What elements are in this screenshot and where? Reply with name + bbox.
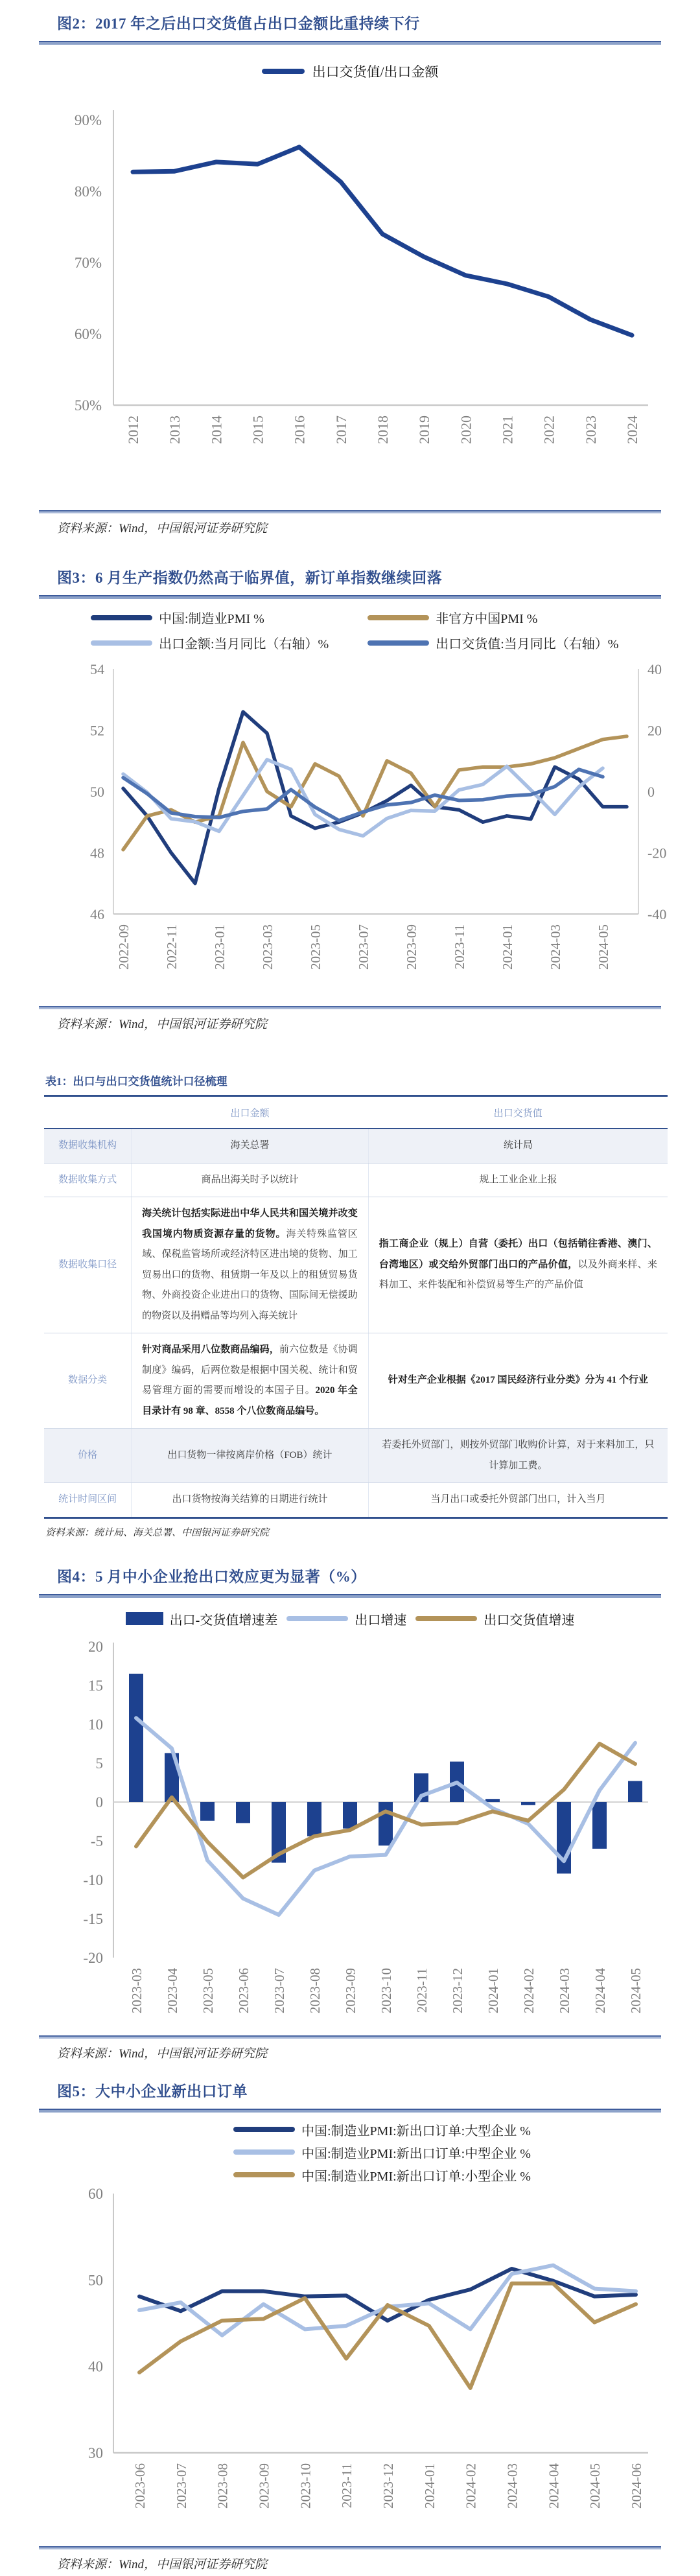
figure5-legend bbox=[39, 2113, 661, 2184]
bar bbox=[379, 1802, 393, 1845]
cell bbox=[368, 1197, 668, 1333]
axis-tick-label: 2023-12 bbox=[450, 1967, 465, 2013]
figure4-legend bbox=[39, 1598, 661, 1628]
legend-line-swatch bbox=[368, 640, 429, 646]
legend-item bbox=[91, 633, 329, 652]
figure5-source: 资料来源：Wind，中国银河证券研究院 bbox=[57, 2557, 268, 2571]
axis-tick-label: 2024-03 bbox=[504, 2463, 520, 2509]
cell bbox=[132, 1197, 369, 1333]
axis-tick-label: 40 bbox=[648, 661, 662, 677]
bar bbox=[485, 1799, 500, 1802]
figure5-chart bbox=[0, 2184, 700, 2540]
axis-tick-label: 2023-10 bbox=[298, 2463, 314, 2509]
legend-item bbox=[233, 2143, 661, 2162]
axis-tick-label: 2024-03 bbox=[548, 924, 563, 970]
cell-text-bold: 指工商企业（规上）自营（委托）出口（包括销往香港、澳门、台湾地区）或交给外贸部门出口的产品价值， bbox=[379, 1239, 657, 1270]
series-line bbox=[123, 760, 603, 836]
bar bbox=[236, 1802, 250, 1823]
row-label: 价格 bbox=[44, 1429, 132, 1483]
table-row bbox=[44, 1197, 668, 1333]
axis-tick-label: 70% bbox=[74, 255, 102, 271]
axis-tick-label: 2022-09 bbox=[116, 924, 132, 970]
chart-canvas bbox=[0, 81, 700, 504]
cell bbox=[132, 1333, 369, 1429]
axis-tick-label: 0 bbox=[95, 1794, 103, 1810]
axis-tick-label: 2024-03 bbox=[557, 1967, 572, 2013]
table-row bbox=[44, 1163, 668, 1197]
series-line bbox=[133, 147, 632, 335]
legend-item bbox=[368, 633, 618, 652]
figure4-section bbox=[0, 1545, 700, 2065]
axis-tick-label: -5 bbox=[90, 1832, 103, 1849]
table-row bbox=[44, 1129, 668, 1163]
row-label: 数据收集方式 bbox=[44, 1163, 132, 1197]
chart-canvas bbox=[0, 655, 700, 1000]
axis-tick-label: 2023-11 bbox=[452, 924, 467, 970]
axis-tick-label: 2024-05 bbox=[628, 1967, 644, 2013]
legend-item bbox=[286, 1610, 406, 1628]
bar bbox=[129, 1674, 143, 1802]
axis-tick-label: 2021 bbox=[499, 416, 516, 444]
legend-line-swatch bbox=[262, 69, 305, 74]
legend-label: 非官方中国PMI % bbox=[436, 612, 538, 626]
table-header-row bbox=[44, 1096, 668, 1129]
legend-label: 中国:制造业PMI:新出口订单:小型企业 % bbox=[301, 2169, 531, 2184]
axis-tick-label: 50 bbox=[90, 784, 104, 800]
cell-text: 以及外商来样、来料加工、来件装配和补偿贸易等生产的产品价值 bbox=[379, 1259, 657, 1291]
table-header-delivery-value: 出口交货值 bbox=[368, 1096, 668, 1129]
legend-label: 中国:制造业PMI:新出口订单:中型企业 % bbox=[301, 2146, 531, 2161]
cell-text: 海关特殊监管区域、保税监管场所或经济特区进出境的货物、加工贸易出口的货物、租赁期一年及以上的租赁贸易货物、外商投资企业进出口的货物、国际间无偿援助的物资以及捐赠品等均列入海关统计 bbox=[142, 1228, 358, 1321]
row-label: 数据分类 bbox=[44, 1333, 132, 1429]
legend-line-swatch bbox=[91, 615, 152, 620]
axis-tick-label: 2023-08 bbox=[215, 2463, 231, 2509]
cell: 统计局 bbox=[368, 1129, 668, 1163]
axis-tick-label: 2014 bbox=[208, 416, 225, 444]
figure3-source: 资料来源：Wind，中国银河证券研究院 bbox=[57, 1018, 268, 1031]
axis-tick-label: 2016 bbox=[291, 416, 308, 444]
axis-tick-label: -20 bbox=[83, 1949, 103, 1966]
table-header-export-amount: 出口金额 bbox=[132, 1096, 369, 1129]
axis-tick-label: 90% bbox=[74, 112, 102, 128]
legend-label: 出口-交货值增速差 bbox=[169, 1613, 278, 1628]
axis-tick-label: 2017 bbox=[332, 416, 349, 444]
figure2-chart bbox=[0, 81, 700, 504]
cell-text: 前六位数是《协调制度》编码，后两位数是根据中国关税、统计和贸易管理方面的需要而增设的本国子目。 bbox=[142, 1344, 358, 1396]
cell: 出口货物按海关结算的日期进行统计 bbox=[132, 1483, 369, 1518]
figure2-source: 资料来源：Wind，中国银河证券研究院 bbox=[57, 522, 268, 535]
axis-tick-label: 30 bbox=[88, 2444, 103, 2461]
table1-source: 资料来源：统计局、海关总署、中国银河证券研究院 bbox=[45, 1527, 270, 1538]
axis-tick-label: 48 bbox=[90, 845, 104, 861]
table1-title: 表1：出口与出口交货值统计口径梳理 bbox=[45, 1075, 228, 1088]
legend-line-swatch bbox=[415, 1616, 477, 1621]
axis-tick-label: 2023-09 bbox=[343, 1967, 358, 2013]
cell: 规上工业企业上报 bbox=[368, 1163, 668, 1197]
chart-canvas bbox=[0, 1628, 700, 2029]
axis-tick-label: -20 bbox=[648, 845, 667, 861]
axis-tick-label: 2023-09 bbox=[256, 2463, 272, 2509]
legend-line-swatch bbox=[286, 1616, 348, 1621]
axis-tick-label: 80% bbox=[74, 183, 102, 200]
axis-tick-label: 2022-11 bbox=[164, 924, 180, 970]
axis-tick-label: 2023-05 bbox=[308, 924, 323, 970]
legend-label: 中国:制造业PMI % bbox=[159, 612, 264, 626]
axis-tick-label: 2024-01 bbox=[421, 2463, 438, 2509]
axis-tick-label: 2024 bbox=[624, 416, 640, 444]
axis-tick-label: 0 bbox=[648, 784, 655, 800]
figure3-chart bbox=[0, 655, 700, 1000]
axis-tick-label: 50% bbox=[74, 397, 102, 414]
cell: 出口货物一律按离岸价格（FOB）统计 bbox=[132, 1429, 369, 1483]
axis-tick-label: 2023-07 bbox=[272, 1967, 287, 2013]
axis-tick-label: 20 bbox=[88, 1638, 103, 1655]
legend-item bbox=[368, 608, 618, 627]
figure2-legend bbox=[39, 45, 661, 81]
bar bbox=[200, 1802, 215, 1821]
axis-tick-label: 2024-05 bbox=[587, 2463, 603, 2509]
axis-tick-label: 50 bbox=[88, 2271, 103, 2288]
bar bbox=[343, 1802, 357, 1829]
legend-label: 出口增速 bbox=[355, 1613, 407, 1628]
axis-tick-label: 60% bbox=[74, 326, 102, 342]
axis-tick-label: 52 bbox=[90, 722, 104, 739]
legend-item bbox=[233, 2120, 661, 2139]
table-row bbox=[44, 1483, 668, 1518]
bar bbox=[592, 1802, 607, 1849]
axis-tick-label: 2023-09 bbox=[404, 924, 419, 970]
figure2-section bbox=[0, 0, 700, 540]
axis-tick-label: 2023-08 bbox=[307, 1967, 323, 2013]
bar bbox=[307, 1802, 321, 1836]
cell-text-bold: 针对商品采用八位数商品编码， bbox=[142, 1344, 279, 1355]
bar bbox=[521, 1802, 535, 1805]
axis-tick-label: -15 bbox=[83, 1910, 103, 1927]
legend-label: 出口交货值增速 bbox=[484, 1613, 575, 1628]
axis-tick-label: 2023-07 bbox=[173, 2463, 189, 2509]
figure4-chart bbox=[0, 1628, 700, 2029]
axis-tick-label: 2024-04 bbox=[546, 2463, 562, 2509]
axis-tick-label: 15 bbox=[88, 1677, 103, 1694]
legend-item bbox=[126, 1610, 278, 1628]
cell-text-bold: 2020 年全目录计有 98 章、8558 个八位数商品编号。 bbox=[142, 1385, 358, 1416]
axis-tick-label: 2015 bbox=[250, 416, 266, 444]
axis-tick-label: 5 bbox=[95, 1755, 103, 1772]
axis-tick-label: -40 bbox=[648, 906, 667, 922]
figure2-title: 图2：2017 年之后出口交货值占出口金额比重持续下行 bbox=[57, 16, 420, 32]
axis-tick-label: 2024-05 bbox=[596, 924, 611, 970]
figure5-section bbox=[0, 2065, 700, 2576]
axis-tick-label: 54 bbox=[90, 661, 104, 677]
figure4-source: 资料来源：Wind，中国银河证券研究院 bbox=[57, 2046, 268, 2061]
axis-tick-label: 2023-11 bbox=[414, 1967, 430, 2013]
axis-tick-label: 2024-02 bbox=[463, 2463, 479, 2509]
series-line bbox=[123, 769, 603, 821]
cell-text-bold: 海关统计包括实际进出中华人民共和国关境并改变我国境内物质资源存量的货物。 bbox=[142, 1208, 358, 1239]
axis-tick-label: 46 bbox=[90, 906, 104, 922]
table1-section bbox=[0, 1072, 700, 1545]
row-label: 数据收集口径 bbox=[44, 1197, 132, 1333]
axis-tick-label: 60 bbox=[88, 2185, 103, 2202]
axis-tick-label: 40 bbox=[88, 2358, 103, 2375]
row-label: 数据收集机构 bbox=[44, 1129, 132, 1163]
figure3-title: 图3：6 月生产指数仍然高于临界值，新订单指数继续回落 bbox=[57, 570, 443, 586]
table-row bbox=[44, 1429, 668, 1483]
legend-label: 中国:制造业PMI:新出口订单:大型企业 % bbox=[301, 2124, 531, 2138]
cell bbox=[368, 1333, 668, 1429]
table-row bbox=[44, 1333, 668, 1429]
legend-item bbox=[233, 2166, 661, 2184]
figure3-legend bbox=[39, 599, 661, 655]
row-label: 统计时间区间 bbox=[44, 1483, 132, 1518]
series-line bbox=[139, 2283, 636, 2387]
axis-tick-label: 2024-04 bbox=[592, 1967, 608, 2013]
legend-line-swatch bbox=[233, 2127, 295, 2132]
axis-tick-label: 2023-06 bbox=[132, 2463, 148, 2509]
axis-tick-label: 2019 bbox=[416, 416, 433, 444]
axis-tick-label: 2024-02 bbox=[521, 1967, 537, 2013]
axis-tick-label: 2024-01 bbox=[485, 1967, 501, 2013]
axis-tick-label: 2023-03 bbox=[260, 924, 275, 970]
axis-tick-label: 2013 bbox=[167, 416, 183, 444]
legend-item bbox=[415, 1610, 574, 1628]
axis-tick-label: 2023-01 bbox=[212, 924, 228, 970]
axis-tick-label: 2022 bbox=[541, 416, 557, 444]
axis-tick-label: 2023-11 bbox=[339, 2463, 355, 2508]
axis-tick-label: 2023-07 bbox=[356, 924, 371, 970]
legend-bar-swatch bbox=[126, 1612, 163, 1625]
cell: 当月出口或委托外贸部门出口，计入当月 bbox=[368, 1483, 668, 1518]
series-line bbox=[123, 712, 627, 884]
bar bbox=[628, 1781, 642, 1801]
axis-tick-label: 2018 bbox=[375, 416, 391, 444]
axis-tick-label: 2023-12 bbox=[380, 2463, 396, 2509]
legend-line-swatch bbox=[91, 640, 152, 646]
series-line bbox=[123, 736, 627, 850]
cell: 若委托外贸部门，则按外贸部门收购价计算，对于来料加工，只计算加工费。 bbox=[368, 1429, 668, 1483]
legend-line-swatch bbox=[233, 2149, 295, 2155]
figure5-title: 图5：大中小企业新出口订单 bbox=[57, 2083, 248, 2100]
axis-tick-label: 2024-06 bbox=[629, 2463, 644, 2509]
axis-tick-label: -10 bbox=[83, 1871, 103, 1888]
axis-tick-label: 2023 bbox=[582, 416, 599, 444]
table-header-empty bbox=[44, 1096, 132, 1129]
legend-label: 出口金额:当月同比（右轴）% bbox=[159, 637, 329, 651]
cell: 商品出海关时予以统计 bbox=[132, 1163, 369, 1197]
figure3-section bbox=[0, 540, 700, 1036]
axis-tick-label: 10 bbox=[88, 1716, 103, 1733]
axis-tick-label: 2023-05 bbox=[200, 1967, 216, 2013]
legend-line-swatch bbox=[233, 2172, 295, 2177]
cell-text-bold: 针对生产企业根据《2017 国民经济行业分类》分为 41 个行业 bbox=[388, 1375, 648, 1386]
axis-tick-label: 2023-03 bbox=[129, 1967, 145, 2013]
legend-label: 出口交货值:当月同比（右轴）% bbox=[436, 637, 619, 651]
figure4-title: 图4：5 月中小企业抢出口效应更为显著（%） bbox=[57, 1568, 366, 1585]
series-line bbox=[139, 2269, 636, 2321]
axis-tick-label: 20 bbox=[648, 722, 662, 739]
axis-tick-label: 2023-10 bbox=[379, 1967, 394, 2013]
table1 bbox=[44, 1095, 668, 1519]
axis-tick-label: 2012 bbox=[125, 416, 141, 444]
axis-tick-label: 2023-04 bbox=[165, 1967, 180, 2013]
legend-label: 出口交货值/出口金额 bbox=[312, 64, 439, 80]
axis-tick-label: 2024-01 bbox=[500, 924, 515, 970]
legend-line-swatch bbox=[368, 615, 429, 620]
legend-item bbox=[91, 608, 329, 627]
chart-canvas bbox=[0, 2184, 700, 2540]
axis-tick-label: 2023-06 bbox=[236, 1967, 251, 2013]
cell: 海关总署 bbox=[132, 1129, 369, 1163]
axis-tick-label: 2020 bbox=[458, 416, 474, 444]
